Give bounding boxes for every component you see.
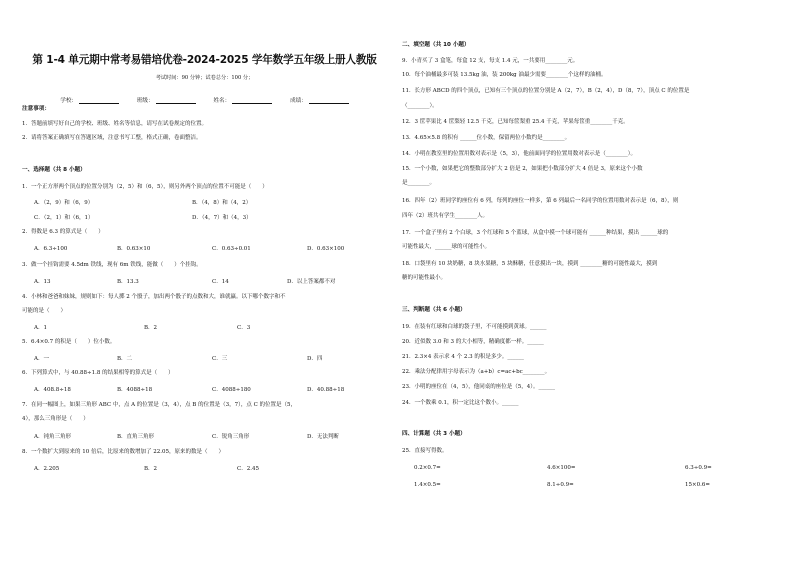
option-c: C．（2，1）和（6，1） <box>34 215 94 221</box>
question-17-cont: 可能性最大，______球的可能性小。 <box>402 244 491 250</box>
section-fill: 二、填空题（共 10 小题） <box>402 42 470 48</box>
option-b: B．2 <box>144 466 158 472</box>
calc-item: 1.4×0.5= <box>414 482 441 488</box>
question-16: 16．四年（2）班同学的座位有 6 列，每列的座位一样多，第 6 列最后一名同学的位置用数对表示是（6，8），则 <box>402 198 679 204</box>
option-d: D．以上答案都不对 <box>287 279 336 285</box>
notice-item: 1．答题前填写好自己的学校、班级、姓名等信息，请写在试卷规定的位置。 <box>22 121 208 127</box>
option-b: B．13.3 <box>117 279 139 285</box>
option-c: C．2.45 <box>237 466 259 472</box>
option-c: C．三 <box>212 356 228 362</box>
question-12: 12．3 筐苹果比 4 筐梨轻 12.5 千克，已知每筐梨重 25.4 千克，苹果每筐重________千克。 <box>402 119 629 125</box>
name-field[interactable]: 姓名： <box>213 96 272 104</box>
calc-item: 15×0.6= <box>685 482 710 488</box>
option-a: A．（2，9）和（6，9） <box>34 200 94 206</box>
question-6: 6．下列算式中，与 40.88÷1.8 的结果相等的算式是（ ） <box>22 370 174 376</box>
option-d: D．0.63×100 <box>307 246 345 252</box>
question-5: 5．6.4×0.7 的积是（ ）位小数。 <box>22 339 116 345</box>
question-1: 1．一个正方形两个顶点的位置分别为（2，5）和（6，5），则另外两个顶点的位置不可能是（ ） <box>22 184 268 190</box>
school-field[interactable]: 学校： <box>60 96 119 104</box>
question-25: 25．直接写得数。 <box>402 448 448 454</box>
question-2: 2．得数是 6.3 的算式是（ ） <box>22 229 104 235</box>
option-b: B．直角三角形 <box>117 434 155 440</box>
question-15-cont: 是________。 <box>402 180 436 186</box>
question-16-cont: 四年（2）班共有学生________人。 <box>402 213 489 219</box>
exam-meta: 考试时间：90 分钟；试卷总分：100 分； <box>155 75 254 81</box>
question-17: 17．一个盒子里有 2 个白球，3 个红球和 5 个蓝球，从盒中摸一个球可能有 ______种结果，摸出 ______球的 <box>402 230 669 236</box>
question-7-cont: 4），那么三角形是（ ） <box>22 416 89 422</box>
section-choice: 一、选择题（共 8 小题） <box>22 167 86 173</box>
class-field[interactable]: 班级： <box>137 96 196 104</box>
calc-item: 4.6×100= <box>547 465 576 471</box>
question-4: 4．小林和爸爸和妹妹，规则如下：每人掷 2 个骰子，加出两个骰子的点数和大，谁就赢。以下哪个数字和不 <box>22 294 286 300</box>
option-b: B．二 <box>117 356 133 362</box>
option-a: A．钝角三角形 <box>34 434 71 440</box>
option-a: A．1 <box>34 325 47 331</box>
calc-item: 6.3÷0.9= <box>685 465 712 471</box>
option-c: C．4088÷180 <box>212 387 251 393</box>
option-a: A．13 <box>34 279 51 285</box>
question-9: 9．小青买了 3 盒笔，每盒 12 支，每支 1.4 元，一共要用________元。 <box>402 58 579 64</box>
option-b: B．4088÷18 <box>117 387 153 393</box>
question-15: 15．一个小数，如果把它的整数部分扩大 2 倍是 2，如果把小数部分扩大 4 倍是 3，原来这个小数 <box>402 166 643 172</box>
question-3: 3．做一个挂钩需要 4.5dm 铁线，现有 6m 铁线，能做（ ）个挂钩。 <box>22 262 202 268</box>
option-d: D．四 <box>307 356 323 362</box>
option-c: C．14 <box>212 279 229 285</box>
question-11-cont: （________）。 <box>402 103 438 109</box>
option-b: B．（4，8）和（4，2） <box>192 200 252 206</box>
student-info-row <box>22 96 387 104</box>
section-calc: 四、计算题（共 3 小题） <box>402 431 466 437</box>
question-18: 18．口袋里有 10 块奶糖，8 块水果糖，5 块酥糖，任意摸出一块，摸到 ________糖的可能性最大，摸到 <box>402 261 658 267</box>
calc-item: 0.2×0.7= <box>414 465 441 471</box>
question-22: 22．乘法分配律用字母表示为（a+b）c=ac+bc________。 <box>402 369 551 375</box>
question-18-cont: 糖的可能性最小。 <box>402 275 447 281</box>
question-20: 20．近似数 3.0 和 3 的大小相等，精确度都一样。______ <box>402 339 544 345</box>
score-field[interactable]: 成绩： <box>290 96 349 104</box>
option-c: C．3 <box>237 325 251 331</box>
option-a: A．一 <box>34 356 49 362</box>
question-19: 19．在装有红球和白球的袋子里，不可能摸到黄球。______ <box>402 324 547 330</box>
question-11: 11．长方形 ABCD 的四个顶点，已知有三个顶点的位置分别是 A（2，7），B（2，4），D（8，7），顶点 C 的位置是 <box>402 88 690 94</box>
option-b: B．0.63×10 <box>117 246 151 252</box>
question-8: 8．一个数扩大到原来的 10 倍后，比原来的数增加了 22.05，原来的数是（ ） <box>22 449 224 455</box>
option-d: D．（4，7）和（4，3） <box>192 215 252 221</box>
option-a: A．408.8÷18 <box>34 387 71 393</box>
question-10: 10．每个油桶最多可装 13.5kg 油，装 200kg 油最少需要________个这样的油桶。 <box>402 72 607 78</box>
option-d: D．40.88÷18 <box>307 387 345 393</box>
option-a: A．6.3÷100 <box>34 246 68 252</box>
section-judge: 三、判断题（共 6 小题） <box>402 307 466 313</box>
option-d: D．无法判断 <box>307 434 339 440</box>
question-7: 7．在同一幅图上，如果三角形 ABC 中，点 A 的位置是（3，4），点 B 的位置是（3，7），点 C 的位置是（5， <box>22 402 297 408</box>
option-a: A．2.205 <box>34 466 60 472</box>
notice-item: 2．请将答案正确填写在答题区域，注意书写工整，格式正确，卷面整洁。 <box>22 135 202 141</box>
option-c: C．0.63÷0.01 <box>212 246 251 252</box>
exam-title: 第 1-4 单元期中常考易错培优卷-2024-2025 学年数学五年级上册人教版 <box>32 54 377 66</box>
option-c: C．锐角三角形 <box>212 434 250 440</box>
question-4-cont: 可能的是（ ） <box>22 308 67 314</box>
question-23: 23．小明的座位在（4，5），他同桌的座位是（5，4）。______ <box>402 384 555 390</box>
option-b: B．2 <box>144 325 158 331</box>
question-14: 14．小明在教室里的位置用数对表示是（5，3），他前面同学的位置用数对表示是（________）。 <box>402 151 636 157</box>
question-13: 13．4.65×5.8 的积有 ______位小数，保留两位小数约是________。 <box>402 135 571 141</box>
notice-heading: 注意事项： <box>22 106 50 112</box>
question-24: 24．一个数乘 0.1，积一定比这个数小。______ <box>402 400 519 406</box>
question-21: 21．2.3×4 表示求 4 个 2.3 的积是多少。______ <box>402 354 524 360</box>
calc-item: 8.1÷0.9= <box>547 482 574 488</box>
